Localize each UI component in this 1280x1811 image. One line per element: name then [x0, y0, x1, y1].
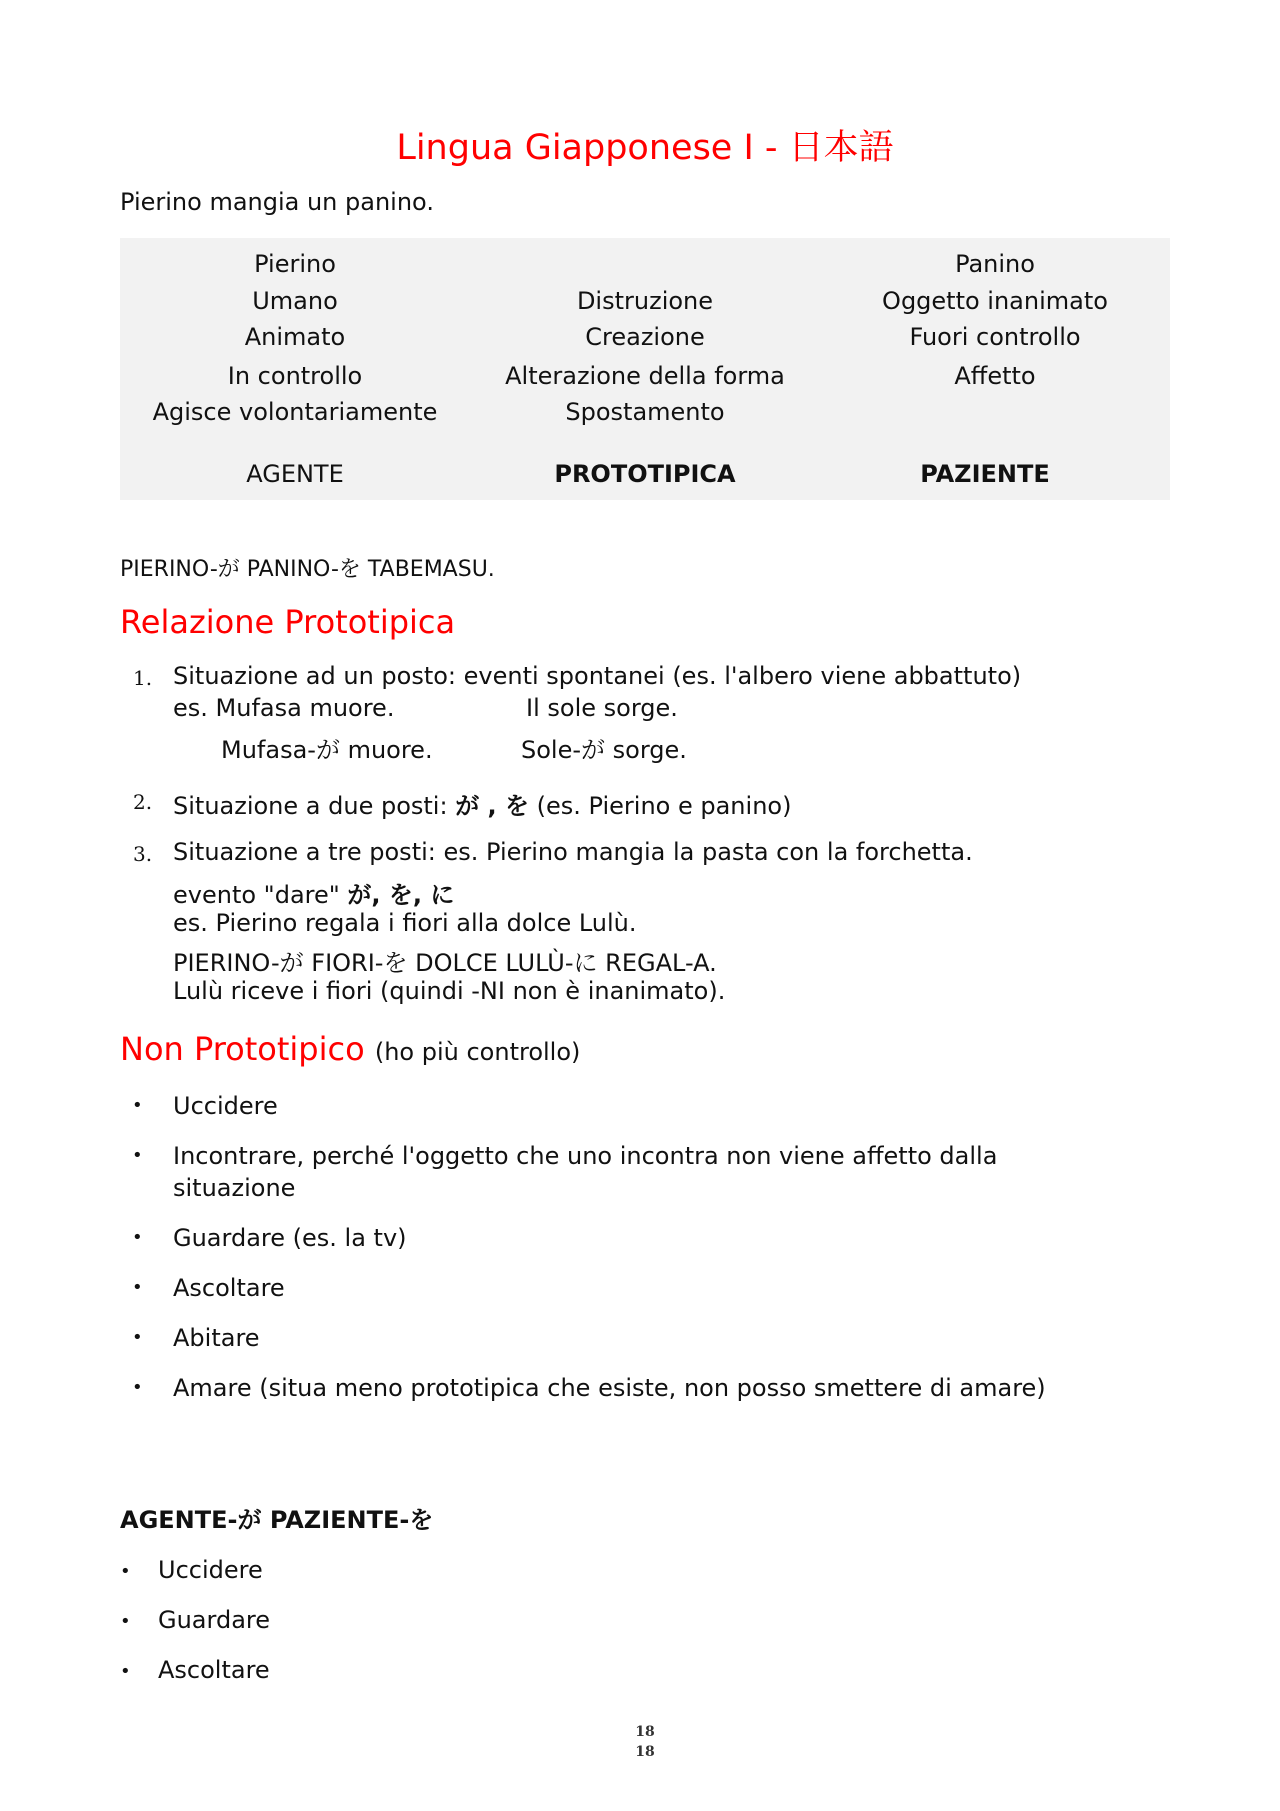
- relation-row: Distruzione: [576, 287, 714, 315]
- item-line: PIERINO-が FIORI-を DOLCE LULÙ-に REGAL-A.: [173, 949, 717, 977]
- agent-row: Umano: [252, 287, 338, 315]
- patient-row: Fuori controllo: [909, 323, 1081, 351]
- page-title: Lingua Giapponese I - 日本語: [396, 128, 894, 168]
- agent-patient-heading: AGENTE-が PAZIENTE-を: [120, 1506, 434, 1534]
- list-item-text: Amare (situa meno prototipica che esiste, non posso smettere di amare): [173, 1374, 1046, 1402]
- list-item-text: Abitare: [173, 1324, 260, 1352]
- item-text: Situazione a due posti:: [173, 792, 456, 820]
- particles: が, を, に: [347, 881, 455, 909]
- item-example: Il sole sorge.: [526, 694, 678, 722]
- section-note: (ho più controllo): [374, 1038, 581, 1066]
- agent-label: AGENTE: [246, 460, 344, 488]
- prototype-table: [120, 238, 1170, 500]
- relation-row: Alterazione della forma: [505, 362, 785, 390]
- section-heading-text: Non Prototipico: [120, 1030, 365, 1068]
- item-line: Situazione a tre posti: es. Pierino mangia la pasta con la forchetta.: [173, 838, 973, 866]
- particles: が , を: [455, 792, 530, 820]
- bullet-icon: •: [132, 1227, 143, 1248]
- relation-row: Creazione: [585, 323, 705, 351]
- list-item-text: Ascoltare: [173, 1274, 285, 1302]
- section-heading-prototypical: Relazione Prototipica: [120, 603, 456, 641]
- section-heading-non-prototypical: [120, 1030, 580, 1068]
- bullet-icon: •: [132, 1377, 143, 1398]
- bullet-icon: •: [120, 1661, 131, 1682]
- relation-row: Spostamento: [565, 398, 725, 426]
- list-item-text: Uccidere: [173, 1092, 278, 1120]
- agent-row: Agisce volontariamente: [152, 398, 438, 426]
- item-example: es. Mufasa muore.: [173, 694, 395, 722]
- page-number: 18: [635, 1724, 655, 1740]
- item-body: [173, 662, 1021, 764]
- list-item-text: Ascoltare: [158, 1656, 270, 1684]
- patient-row: Affetto: [954, 362, 1036, 390]
- item-line: es. Pierino regala i fiori alla dolce Lulù.: [173, 909, 637, 937]
- item-line: Lulù riceve i fiori (quindi -NI non è inanimato).: [173, 977, 726, 1005]
- item-text: (es. Pierino e panino): [529, 792, 792, 820]
- bullet-icon: •: [132, 1277, 143, 1298]
- bullet-icon: •: [132, 1145, 143, 1166]
- document-page: [120, 0, 1170, 1811]
- item-body: [173, 838, 973, 1011]
- item-body: [173, 786, 791, 821]
- list-item-text: Guardare (es. la tv): [173, 1224, 407, 1252]
- patient-label: PAZIENTE: [920, 460, 1050, 488]
- intro-sentence: Pierino mangia un panino.: [120, 188, 434, 216]
- relation-label: PROTOTIPICA: [554, 460, 736, 488]
- item-number: 1.: [133, 666, 153, 690]
- patient-row: Oggetto inanimato: [882, 287, 1108, 315]
- item-line: [173, 875, 973, 909]
- list-item-text: Guardare: [158, 1606, 271, 1634]
- item-text: evento "dare": [173, 881, 348, 909]
- item-example: Sole-が sorge.: [521, 736, 687, 764]
- item-example: Mufasa-が muore.: [221, 736, 433, 764]
- bullet-icon: •: [120, 1611, 131, 1632]
- bullet-icon: •: [132, 1095, 143, 1116]
- item-line: Situazione ad un posto: eventi spontanei (es. l'albero viene abbattuto): [173, 662, 1022, 690]
- bullet-icon: •: [132, 1327, 143, 1348]
- item-number: 3.: [133, 842, 153, 866]
- bullet-icon: •: [120, 1561, 131, 1582]
- example-sentence: PIERINO-が PANINO-を TABEMASU.: [120, 557, 495, 582]
- agent-row: Pierino: [254, 250, 336, 278]
- item-example-row: [173, 730, 1021, 764]
- page-number: 18: [635, 1744, 655, 1760]
- item-number: 2.: [133, 790, 153, 814]
- list-item-text: Uccidere: [158, 1556, 263, 1584]
- patient-row: Panino: [955, 250, 1035, 278]
- agent-row: Animato: [244, 323, 346, 351]
- agent-row: In controllo: [227, 362, 363, 390]
- item-example-row: [173, 694, 1021, 730]
- list-item-text: Incontrare, perché l'oggetto che uno incontra non viene affetto dalla situazione: [173, 1142, 998, 1202]
